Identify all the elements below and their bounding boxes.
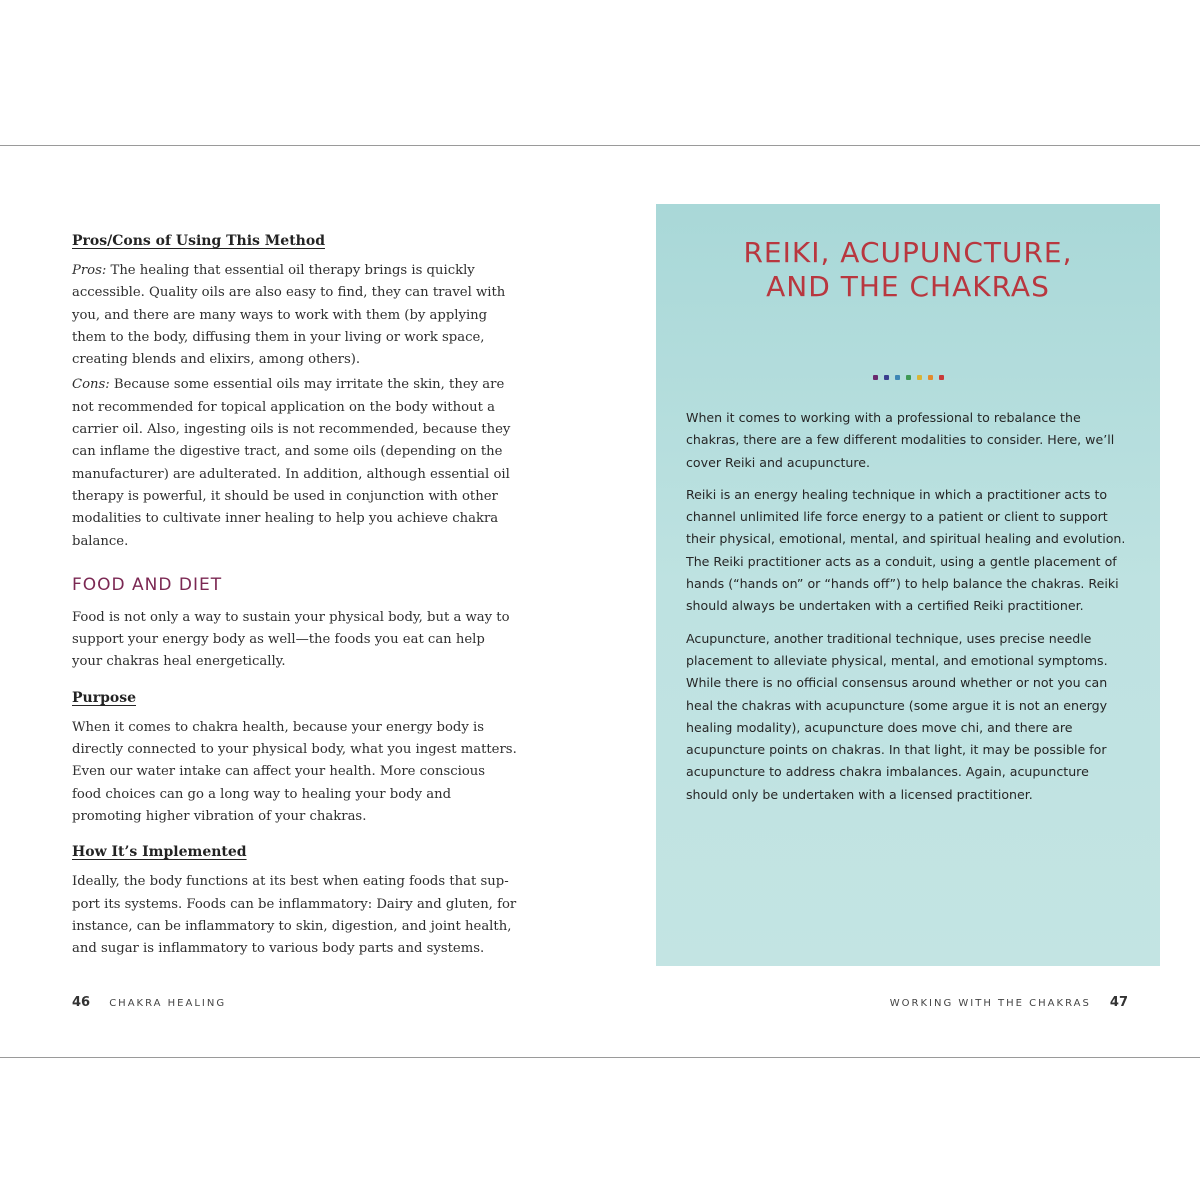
implemented-paragraph: Ideally, the body functions at its best when eating foods that support its systems. Foods can be inflammatory: Dairy and gluten, for instance, can be inflammatory to skin, digestion, and joint health, and sugar is inflammatory to various body parts and systems. — [72, 874, 517, 957]
food-and-diet-heading: FOOD AND DIET — [72, 574, 223, 595]
reiki-sidebar-box — [656, 204, 1160, 966]
chakra-dot-icon — [917, 375, 922, 380]
chakra-dot-icon — [939, 375, 944, 380]
left-page-footer — [72, 991, 240, 1010]
chakra-dot-icon — [928, 375, 933, 380]
how-implemented-heading: How It’s Implemented — [72, 844, 247, 861]
sidebar-reiki-paragraph: Reiki is an energy healing technique in which a practitioner acts to channel unlimited life force energy to a patient or client to support their physical, emotional, mental, and spiritual healing and evolution. The Reiki practitioner acts as a conduit, using a gentle placement of hands (“hands on” or “hands off”) to help balance the chakras. Reiki should always be undertaken with a certified Reiki practitioner. — [686, 486, 1126, 614]
cons-text: Because some essential oils may irritate the skin, they are not recommended for topical application on the body without a carrier oil. Also, ingesting oils is not recommended, because they can inflame the digestive tract, and some oils (depending on the manufacturer) are adulterated. In addition, although essential oil therapy is powerful, it should be used in conjunction with other modalities to cultivate inner healing to help you achieve chakra balance. — [72, 377, 511, 549]
chakra-dot-icon — [873, 375, 878, 380]
right-page-footer — [876, 991, 1128, 1010]
right-page-number: 47 — [1109, 995, 1128, 1010]
sidebar-acupuncture-paragraph: Acupuncture, another traditional technique, uses precise needle placement to alleviate physical, mental, and emotional symptoms. While there is no official consensus around whether or not you can heal the chakras with acupuncture (some argue it is not an energy healing modality), acupuncture does move chi, and there are acupuncture points on chakras. In that light, it may be possible for acupuncture to address chakra imbalances. Again, acupuncture should only be undertaken with a licensed practitioner. — [686, 630, 1108, 802]
chakra-dot-icon — [906, 375, 911, 380]
sidebar-title — [656, 236, 1160, 304]
purpose-heading: Purpose — [72, 689, 136, 706]
sidebar-intro-paragraph: When it comes to working with a professional to rebalance the chakras, there are a few different modalities to consider. Here, we’ll cover Reiki and acupuncture. — [686, 410, 1115, 470]
sidebar-title-line-1: REIKI, ACUPUNCTURE, — [743, 236, 1073, 269]
chakra-dots-divider — [656, 375, 1160, 383]
chakra-dot-icon — [895, 375, 900, 380]
left-running-head: CHAKRA HEALING — [109, 998, 227, 1009]
right-running-head: WORKING WITH THE CHAKRAS — [889, 998, 1091, 1009]
sidebar-body — [686, 407, 1130, 816]
pros-text: The healing that essential oil therapy brings is quickly accessible. Quality oils are also easy to find, they can travel with you, and there are many ways to work with them (by applying them to the body, diffusing them in your living or work space, creating blends and elixirs, among others). — [72, 263, 506, 368]
sidebar-title-line-2: AND THE CHAKRAS — [766, 270, 1050, 303]
book-spread — [0, 145, 1200, 1058]
pros-paragraph — [72, 260, 518, 371]
food-intro-paragraph: Food is not only a way to sustain your physical body, but a way to support your energy body as well—the foods you eat can help your chakras heal energetically. — [72, 609, 510, 670]
purpose-paragraph: When it comes to chakra health, because your energy body is directly connected to your physical body, what you ingest matters. Even our water intake can affect your health. More conscious food choices can go a long way to healing your body and promoting higher vibration of your chakras. — [72, 719, 517, 824]
left-page-number: 46 — [72, 995, 91, 1010]
pros-cons-heading: Pros/Cons of Using This Method — [72, 233, 325, 249]
cons-label: Cons: — [72, 377, 110, 393]
left-page — [72, 230, 518, 963]
chakra-dot-icon — [884, 375, 889, 380]
pros-label: Pros: — [72, 263, 107, 278]
cons-paragraph — [72, 374, 518, 552]
